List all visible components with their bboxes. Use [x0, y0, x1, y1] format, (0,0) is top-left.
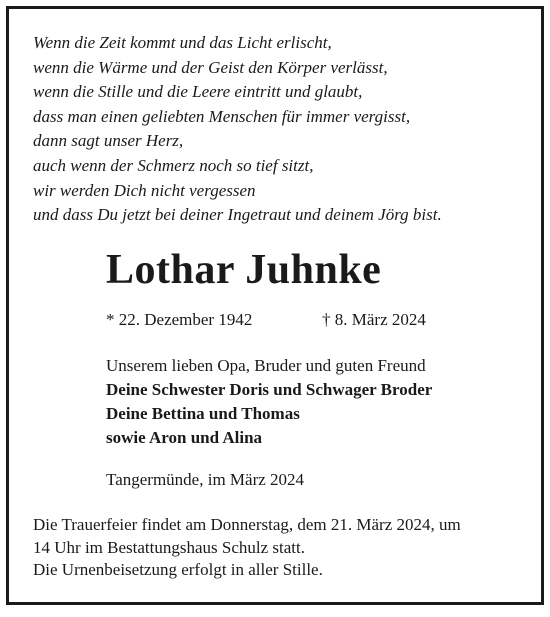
deceased-name: Lothar Juhnke: [106, 247, 382, 293]
poem-line: Wenn die Zeit kommt und das Licht erlischt,: [33, 33, 332, 52]
poem-line: auch wenn der Schmerz noch so tief sitzt,: [33, 155, 314, 175]
mourners-intro: Unserem lieben Opa, Bruder und guten Freund: [106, 356, 426, 375]
poem-line: und dass Du jetzt bei deiner Ingetraut und deinem Jörg bist.: [33, 205, 442, 225]
mourner-line: Deine Bettina und Thomas: [106, 404, 300, 423]
mourner-line: Deine Schwester Doris und Schwager Broder: [106, 380, 433, 399]
funeral-line: Die Urnenbeisetzung erfolgt in aller Stille.: [33, 560, 323, 579]
death-date: † 8. März 2024: [322, 310, 426, 329]
poem-line: dass man einen geliebten Menschen für immer vergisst,: [33, 106, 411, 126]
mourner-line: sowie Aron und Alina: [106, 428, 263, 447]
birth-date: * 22. Dezember 1942: [106, 310, 253, 329]
poem: [33, 31, 442, 228]
poem-line: wenn die Wärme und der Geist den Körper verlässt,: [33, 57, 388, 77]
place-date: Tangermünde, im März 2024: [106, 470, 305, 489]
obituary-notice: [6, 6, 544, 605]
funeral-info: [33, 514, 461, 582]
funeral-line: 14 Uhr im Bestattungshaus Schulz statt.: [33, 537, 305, 557]
funeral-line: Die Trauerfeier findet am Donnerstag, dem 21. März 2024, um: [33, 515, 461, 534]
poem-line: wenn die Stille und die Leere eintritt und glaubt,: [33, 82, 363, 102]
poem-line: dann sagt unser Herz,: [33, 131, 184, 151]
poem-line: wir werden Dich nicht vergessen: [33, 180, 256, 200]
mourners-block: [106, 354, 432, 450]
